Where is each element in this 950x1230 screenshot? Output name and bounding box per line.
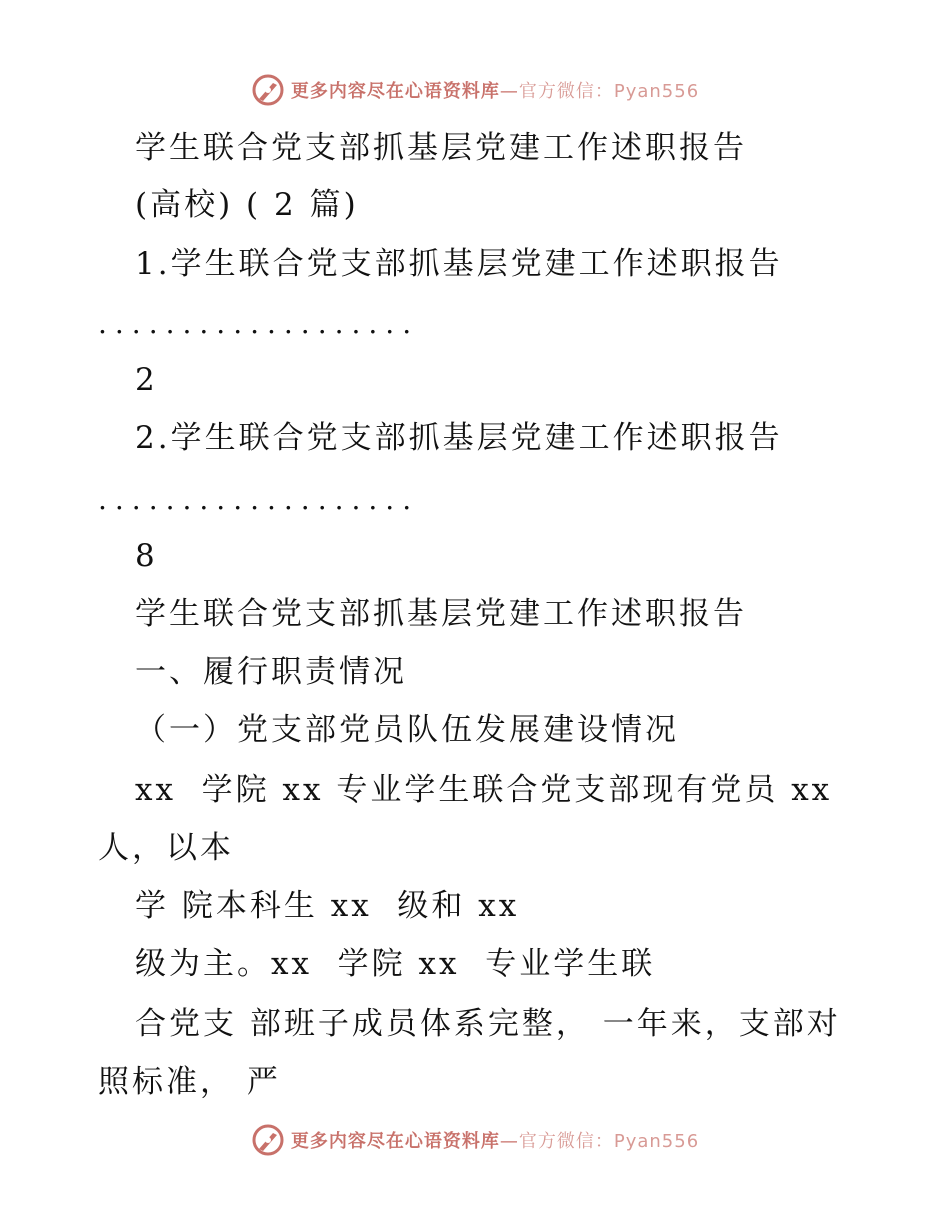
paragraph-line-6: 照标准， 严 [98, 1064, 281, 1100]
body-title: 学生联合党支部抓基层党建工作述职报告 [135, 596, 747, 632]
watermark-banner [251, 1123, 699, 1157]
subsection-heading-1: （一）党支部党员队伍发展建设情况 [135, 712, 679, 748]
toc-entry-2-page: 8 [135, 538, 158, 574]
pen-logo-icon [251, 73, 285, 107]
paragraph-line-3: 学 院本科生 xx 级和 xx [135, 888, 520, 924]
watermark-main: 更多内容尽在心语资料库 [290, 1131, 500, 1152]
watermark-dash: — [499, 1131, 519, 1152]
section-heading-1: 一、履行职责情况 [135, 654, 407, 690]
watermark-dash: — [499, 81, 519, 102]
header-watermark [0, 70, 950, 110]
watermark-wechat: 官方微信：Pyan556 [518, 81, 700, 102]
toc-entry-2-label[interactable]: 2.学生联合党支部抓基层党建工作述职报告 [135, 420, 783, 456]
paragraph-line-4: 级为主。xx 学院 xx 专业学生联 [135, 946, 656, 982]
paragraph-line-2: 人，以本 [98, 830, 234, 866]
toc-entry-2-dots: ................... [98, 483, 420, 516]
pen-logo-icon [251, 1123, 285, 1157]
toc-entry-1-page: 2 [135, 362, 158, 398]
paragraph-line-1: xx 学院 xx 专业学生联合党支部现有党员 xx [135, 772, 833, 808]
doc-title-line1: 学生联合党支部抓基层党建工作述职报告 [135, 130, 747, 166]
watermark-wechat: 官方微信：Pyan556 [518, 1131, 700, 1152]
doc-title-line2: (高校) ( 2 篇) [135, 187, 359, 223]
toc-entry-1-dots: ................... [98, 307, 420, 340]
toc-entry-1-label[interactable]: 1.学生联合党支部抓基层党建工作述职报告 [135, 246, 783, 282]
watermark-banner [251, 73, 699, 107]
watermark-main: 更多内容尽在心语资料库 [290, 81, 500, 102]
footer-watermark [0, 1120, 950, 1160]
paragraph-line-5: 合党支 部班子成员体系完整， 一年来，支部对 [135, 1006, 841, 1042]
